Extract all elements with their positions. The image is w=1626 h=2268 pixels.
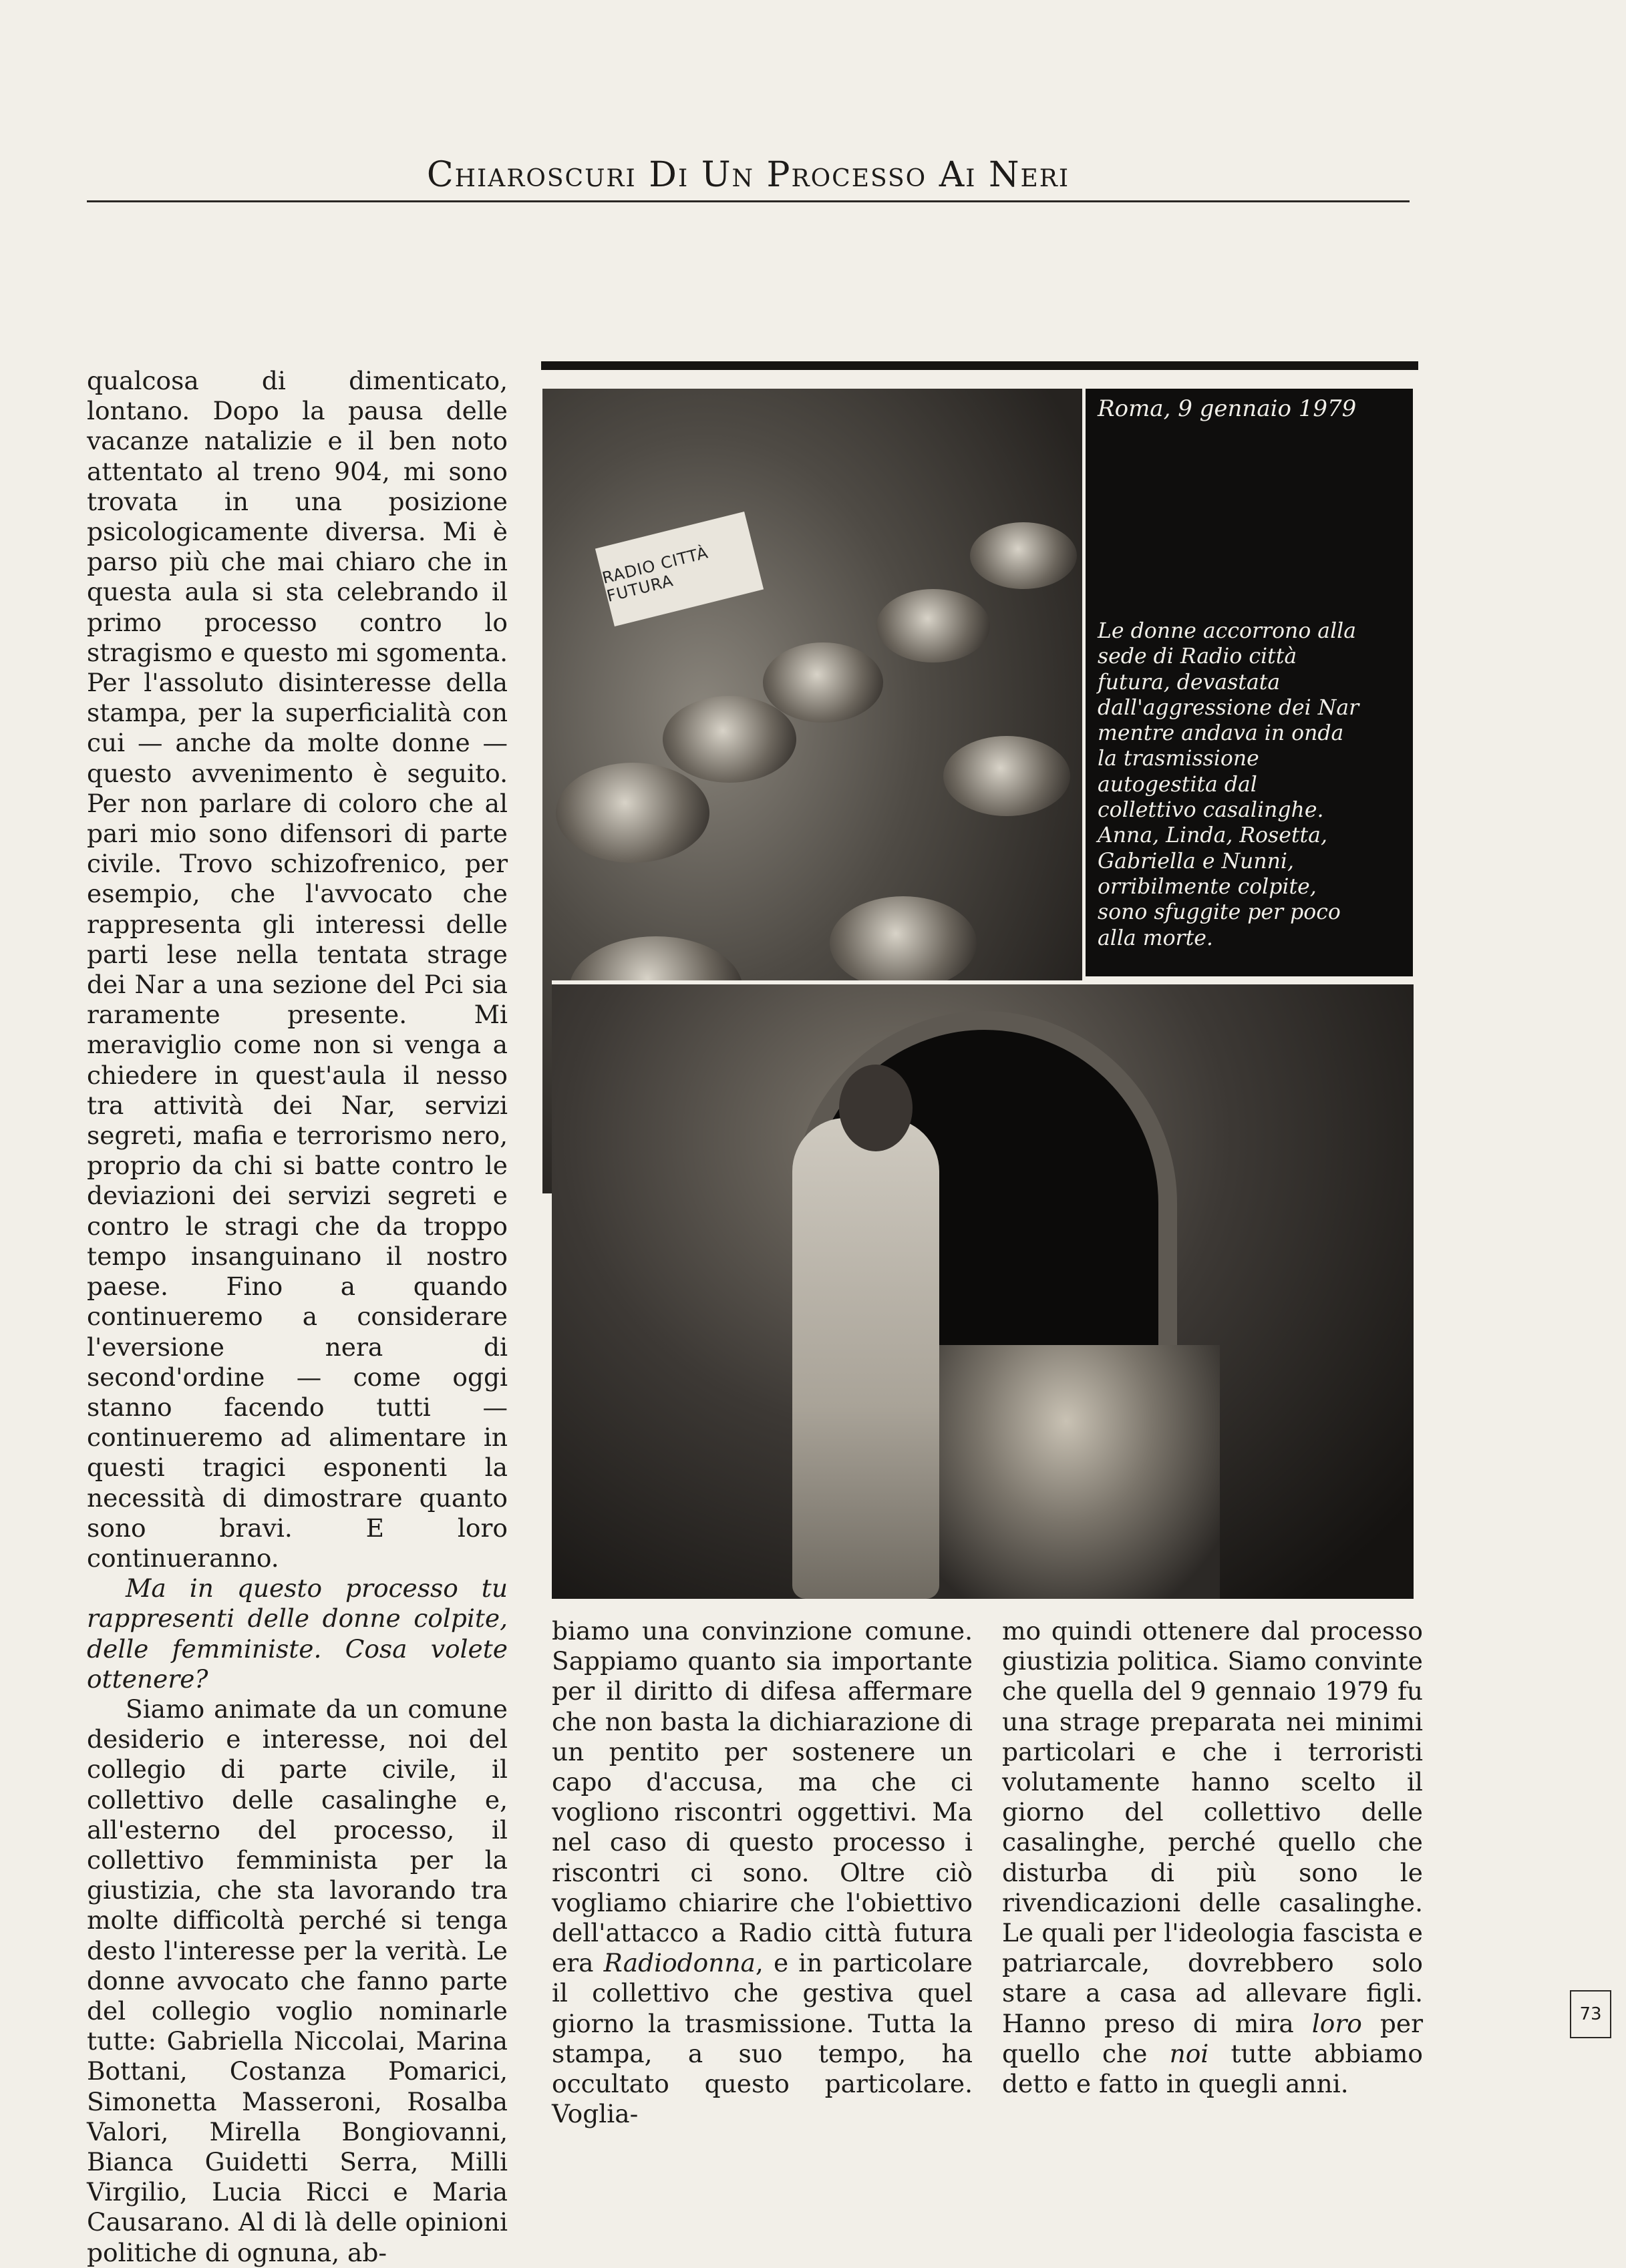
- interview-question: Ma in questo processo tu rappresenti delle donne colpite, delle femministe. Cosa volete ottenere?: [87, 1573, 508, 1694]
- standing-man-figure: [792, 1118, 939, 1599]
- caption-line: sede di Radio città: [1098, 644, 1297, 669]
- caption-line: mentre andava in onda: [1098, 721, 1344, 746]
- header-rule: [87, 200, 1410, 202]
- caption-line: dall'aggressione dei Nar: [1098, 695, 1359, 720]
- photo-devastated-studio: [552, 980, 1414, 1599]
- photo-caption-box: [1086, 389, 1413, 976]
- caption-line: sono sfuggite per poco: [1098, 900, 1341, 925]
- caption-date: Roma, 9 gennaio 1979: [1098, 395, 1357, 422]
- caption-line: Anna, Linda, Rosetta,: [1098, 823, 1327, 848]
- photo-top-bar: [541, 361, 1418, 370]
- article-paragraph: qualcosa di dimenticato, lontano. Dopo la pausa delle vacanze natalizie e il ben noto attentato al treno 904, mi sono trovata in una posizione psicologicamente diversa. Mi è parso più che mai chiaro che in questa aula si sta celebrando il primo processo contro lo stragismo e questo mi sgomenta. Per l'assoluto disinteresse della stampa, per la superficialità con cui — anche da molte donne — questo avvenimento è seguito. Per non parlare di coloro che al pari mio sono difensori di parte civile. Trovo schizofrenico, per esempio, che l'avvocato che rappresenta gli interessi delle parti lese nella tentata strage dei Nar a una sezione del Pci sia raramente presente. Mi meraviglio come non si venga a chiedere in quest'aula il nesso tra attività dei Nar, servizi segreti, mafia e terrorismo nero, proprio da chi si batte contro le deviazioni dei servizi segreti e contro le stragi che da troppo tempo insanguinano il nostro paese. Fino a quando continueremo a considerare l'eversione nera di second'ordine — come oggi stanno facendo tutti — continueremo ad alimentare in questi tragici esponenti la necessità di dimostrare quanto sono bravi. E loro continueranno.: [87, 366, 508, 1573]
- caption-line: collettivo casalinghe.: [1098, 798, 1324, 823]
- caption-line: futura, devastata: [1098, 670, 1281, 695]
- caption-line: orribilmente colpite,: [1098, 874, 1317, 899]
- page-number: 73: [1570, 1990, 1611, 2038]
- caption-line: autogestita dal: [1098, 772, 1257, 797]
- article-column-3: [1002, 1616, 1423, 2099]
- article-column-2: [552, 1616, 973, 2129]
- article-paragraph: Siamo animate da un comune desiderio e interesse, noi del collegio di parte civile, il collettivo delle casalinghe e, all'esterno del processo, il collettivo femminista per la giustizia, che sta lavorando tra molte difficoltà perché si tenga desto l'interesse per la verità. Le donne avvocato che fanno parte del collegio voglio nominarle tutte: Gabriella Niccolai, Marina Bottani, Costanza Pomarici, Simonetta Masseroni, Rosalba Valori, Mirella Bongiovanni, Bianca Guidetti Serra, Milli Virgilio, Lucia Ricci e Maria Causarano. Al di là delle opinioni politiche di ognuna, ab-: [87, 1694, 508, 2267]
- article-paragraph: biamo una convinzione comune. Sappiamo quanto sia importante per il diritto di difesa affermare che non basta la dichiarazione di un pentito per sostenere un capo d'accusa, ma che ci vogliono riscontri oggettivi. Ma nel caso di questo processo i riscontri ci sono. Oltre ciò vogliamo chiarire che l'obiettivo dell'attacco a Radio città futura era Radiodonna, e in particolare il collettivo che gestiva quel giorno la trasmissione. Tutta la stampa, a suo tempo, ha occultato questo particolare. Voglia-: [552, 1616, 973, 2129]
- article-paragraph: mo quindi ottenere dal processo giustizia politica. Siamo convinte che quella del 9 gennaio 1979 fu una strage preparata nei minimi particolari e che i terroristi volutamente hanno scelto il giorno del collettivo delle casalinghe, perché quello che disturba di più sono le rivendicazioni delle casalinghe. Le quali per l'ideologia fascista e patriarcale, dovrebbero solo stare a casa ad allevare figli. Hanno preso di mira loro per quello che noi tutte abbiamo detto e fatto in quegli anni.: [1002, 1616, 1423, 2099]
- caption-line: alla morte.: [1098, 926, 1213, 950]
- caption-line: Gabriella e Nunni,: [1098, 849, 1294, 874]
- caption-line: la trasmissione: [1098, 747, 1259, 771]
- article-column-1: [87, 366, 508, 2268]
- caption-line: Le donne accorrono alla: [1098, 619, 1357, 643]
- page-header-title: Chiaroscuri Di Un Processo Ai Neri: [426, 155, 1070, 195]
- caption-text: [1098, 618, 1405, 951]
- radio-citta-futura-sign: RADIO CITTÀ FUTURA: [595, 512, 764, 626]
